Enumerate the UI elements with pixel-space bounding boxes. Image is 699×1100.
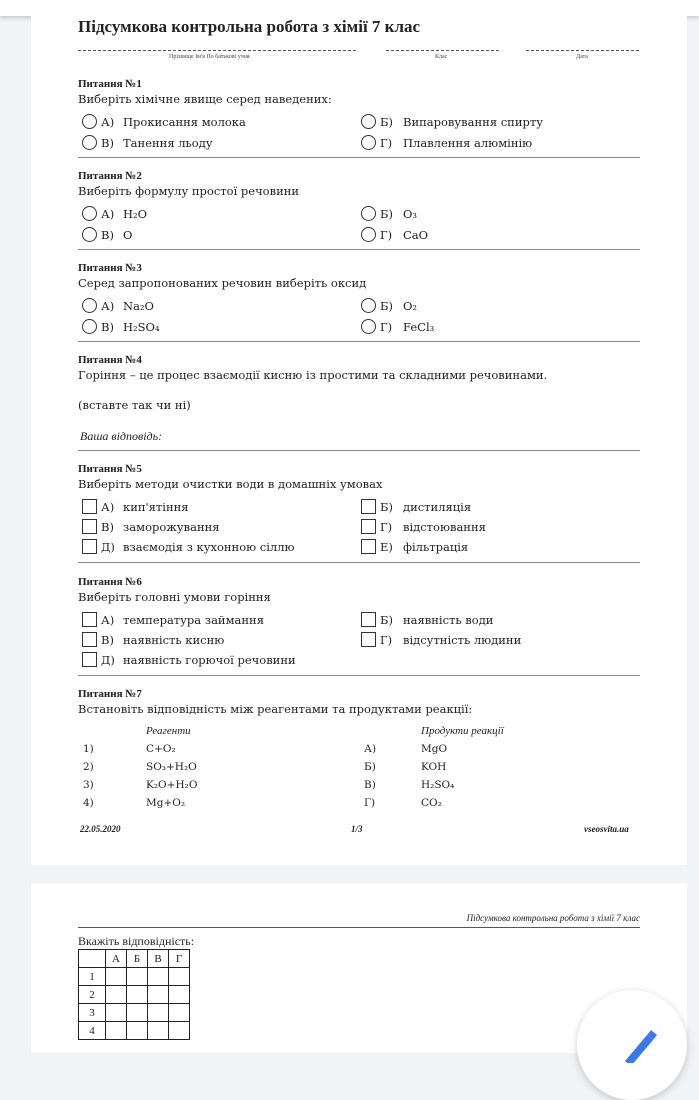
reagent-formula: SO₃+H₂O (146, 761, 197, 773)
option-letter: В) (101, 633, 114, 647)
option-label: O₂ (403, 299, 418, 313)
section-divider (78, 249, 640, 250)
checkbox-option[interactable] (82, 519, 97, 534)
grid-answer-cell[interactable] (148, 1004, 169, 1022)
radio-option[interactable] (361, 206, 376, 221)
radio-option[interactable] (361, 298, 376, 313)
question-text: Горіння – це процес взаємодії кисню із простими та складними речовинами. (78, 368, 548, 382)
question-heading: Питання №3 (78, 262, 142, 274)
option-label: Прокисання молока (123, 115, 246, 129)
radio-option[interactable] (361, 227, 376, 242)
page-title: Підсумкова контрольна робота з хімії 7 клас (78, 17, 421, 36)
reagents-header: Реагенти (146, 725, 191, 737)
option-letter: А) (101, 613, 115, 627)
option-letter: Е) (380, 540, 393, 554)
option-letter: Г) (380, 320, 393, 334)
checkbox-option[interactable] (361, 612, 376, 627)
option-letter: Г) (380, 633, 393, 647)
product-formula: H₂SO₄ (421, 779, 455, 791)
option-letter: Б) (380, 115, 393, 129)
radio-option[interactable] (82, 319, 97, 334)
option-label: O₃ (403, 207, 418, 221)
grid-row (79, 986, 190, 1004)
question-heading: Питання №1 (78, 78, 142, 90)
reagent-number: 2) (83, 761, 94, 773)
grid-header-cell (79, 950, 106, 968)
question-text: Встановіть відповідність між реагентами та продуктами реакції: (78, 702, 473, 716)
checkbox-option[interactable] (82, 652, 97, 667)
section-divider (78, 450, 640, 451)
edit-button[interactable] (577, 990, 687, 1100)
section-divider (78, 675, 640, 676)
grid-header-row (79, 950, 190, 968)
option-letter: А) (101, 115, 115, 129)
question-text: Виберіть хімічне явище серед наведених: (78, 92, 332, 106)
option-label: Випаровування спирту (403, 115, 543, 129)
radio-option[interactable] (82, 135, 97, 150)
pencil-icon (617, 1023, 657, 1063)
question-text: Виберіть формулу простої речовини (78, 184, 300, 198)
question-note: (вставте так чи ні) (78, 398, 191, 412)
grid-answer-cell[interactable] (106, 968, 127, 986)
header-rule (78, 927, 640, 928)
product-letter: А) (364, 743, 377, 755)
option-letter: А) (101, 299, 115, 313)
grid-answer-cell[interactable] (106, 1004, 127, 1022)
option-label: кип'ятіння (123, 500, 189, 514)
products-header: Продукти реакції (421, 725, 504, 737)
grid-row (79, 968, 190, 986)
option-letter: В) (101, 320, 114, 334)
section-divider (78, 157, 640, 158)
section-divider (78, 341, 640, 342)
option-label: H₂O (123, 207, 148, 221)
question-heading: Питання №2 (78, 170, 142, 182)
checkbox-option[interactable] (361, 632, 376, 647)
running-header: Підсумкова контрольна робота з хімії 7 клас (466, 913, 640, 923)
reagent-formula: Mg+O₂ (146, 797, 186, 809)
option-letter: В) (101, 136, 114, 150)
product-formula: CO₂ (421, 797, 442, 809)
grid-row-label: 4 (79, 1022, 106, 1040)
option-label: Танення льоду (123, 136, 213, 150)
grid-answer-cell[interactable] (106, 986, 127, 1004)
class-field-line[interactable] (386, 50, 499, 51)
option-letter: А) (101, 500, 115, 514)
section-divider (78, 562, 640, 563)
grid-answer-cell[interactable] (169, 986, 190, 1004)
product-formula: KOH (421, 761, 447, 773)
option-label: відстоювання (403, 520, 486, 534)
reagent-number: 3) (83, 779, 94, 791)
grid-header-cell: Б (127, 950, 148, 968)
question-text: Серед запропонованих речовин виберіть оксид (78, 276, 367, 290)
radio-option[interactable] (82, 114, 97, 129)
grid-answer-cell[interactable] (127, 1004, 148, 1022)
option-label: фільтрація (403, 540, 469, 554)
grid-row (79, 1004, 190, 1022)
option-label: Плавлення алюмінію (403, 136, 533, 150)
option-label: CaO (403, 228, 429, 242)
option-label: дистиляція (403, 500, 472, 514)
reagent-number: 4) (83, 797, 94, 809)
product-formula: MgO (421, 743, 448, 755)
option-letter: Г) (380, 228, 393, 242)
class-field-label: Клас (435, 54, 448, 60)
checkbox-option[interactable] (361, 499, 376, 514)
grid-answer-cell[interactable] (169, 1004, 190, 1022)
grid-row-label: 3 (79, 1004, 106, 1022)
grid-answer-cell[interactable] (106, 1022, 127, 1040)
reagent-formula: C+O₂ (146, 743, 176, 755)
date-field-label: Дата (576, 54, 588, 60)
option-letter: В) (101, 228, 114, 242)
grid-answer-cell[interactable] (127, 1022, 148, 1040)
name-field-line[interactable] (78, 50, 356, 51)
checkbox-option[interactable] (82, 499, 97, 514)
option-label: наявність кисню (123, 633, 225, 647)
product-letter: Б) (364, 761, 376, 773)
option-letter: Д) (101, 653, 115, 667)
option-label: O (123, 228, 133, 242)
grid-answer-cell[interactable] (127, 986, 148, 1004)
product-letter: Г) (364, 797, 376, 809)
grid-row-label: 2 (79, 986, 106, 1004)
option-letter: Б) (380, 613, 393, 627)
grid-row (79, 1022, 190, 1040)
option-label: H₂SO₄ (123, 320, 160, 334)
grid-answer-cell[interactable] (169, 1022, 190, 1040)
grid-header-cell: А (106, 950, 127, 968)
option-letter: Г) (380, 520, 393, 534)
grid-answer-cell[interactable] (148, 1022, 169, 1040)
name-field-label: Прізвище Ім'я По батькові учня (169, 54, 250, 60)
footer-date: 22.05.2020 (80, 824, 121, 834)
option-letter: В) (101, 520, 114, 534)
radio-option[interactable] (82, 227, 97, 242)
radio-option[interactable] (361, 135, 376, 150)
grid-answer-cell[interactable] (127, 968, 148, 986)
product-letter: В) (364, 779, 376, 791)
radio-option[interactable] (361, 319, 376, 334)
option-letter: А) (101, 207, 115, 221)
checkbox-option[interactable] (82, 539, 97, 554)
checkbox-option[interactable] (361, 519, 376, 534)
checkbox-option[interactable] (82, 632, 97, 647)
question-text: Виберіть методи очистки води в домашніх умовах (78, 477, 383, 491)
grid-header-cell: В (148, 950, 169, 968)
option-label: заморожування (123, 520, 220, 534)
option-letter: Б) (380, 500, 393, 514)
checkbox-option[interactable] (361, 539, 376, 554)
question-heading: Питання №4 (78, 354, 142, 366)
question-heading: Питання №5 (78, 463, 142, 475)
answer-field-label[interactable]: Ваша відповідь: (80, 429, 163, 443)
option-label: відсутність людини (403, 633, 522, 647)
question-text: Виберіть головні умови горіння (78, 590, 271, 604)
reagent-formula: K₂O+H₂O (146, 779, 198, 791)
match-prompt: Вкажіть відповідність: (78, 934, 195, 948)
question-heading: Питання №7 (78, 688, 142, 700)
footer-page: 1/3 (351, 824, 363, 834)
option-letter: Г) (380, 136, 393, 150)
checkbox-option[interactable] (82, 612, 97, 627)
grid-header-cell: Г (169, 950, 190, 968)
option-label: взаємодія з кухонною сіллю (123, 540, 295, 554)
radio-option[interactable] (82, 298, 97, 313)
date-field-line[interactable] (526, 50, 639, 51)
option-label: FeCl₃ (403, 320, 435, 334)
option-label: температура займання (123, 613, 264, 627)
answer-grid (78, 949, 190, 1040)
reagent-number: 1) (83, 743, 94, 755)
option-label: наявність горючої речовини (123, 653, 296, 667)
top-bar (0, 0, 699, 16)
option-label: Na₂O (123, 299, 154, 313)
footer-site: vseosvita.ua (584, 824, 629, 834)
grid-row-label: 1 (79, 968, 106, 986)
grid-answer-cell[interactable] (169, 968, 190, 986)
grid-answer-cell[interactable] (148, 986, 169, 1004)
option-letter: Б) (380, 207, 393, 221)
option-letter: Д) (101, 540, 115, 554)
question-heading: Питання №6 (78, 576, 142, 588)
radio-option[interactable] (82, 206, 97, 221)
grid-answer-cell[interactable] (148, 968, 169, 986)
option-letter: Б) (380, 299, 393, 313)
document-page-1 (31, 16, 687, 865)
radio-option[interactable] (361, 114, 376, 129)
option-label: наявність води (403, 613, 494, 627)
